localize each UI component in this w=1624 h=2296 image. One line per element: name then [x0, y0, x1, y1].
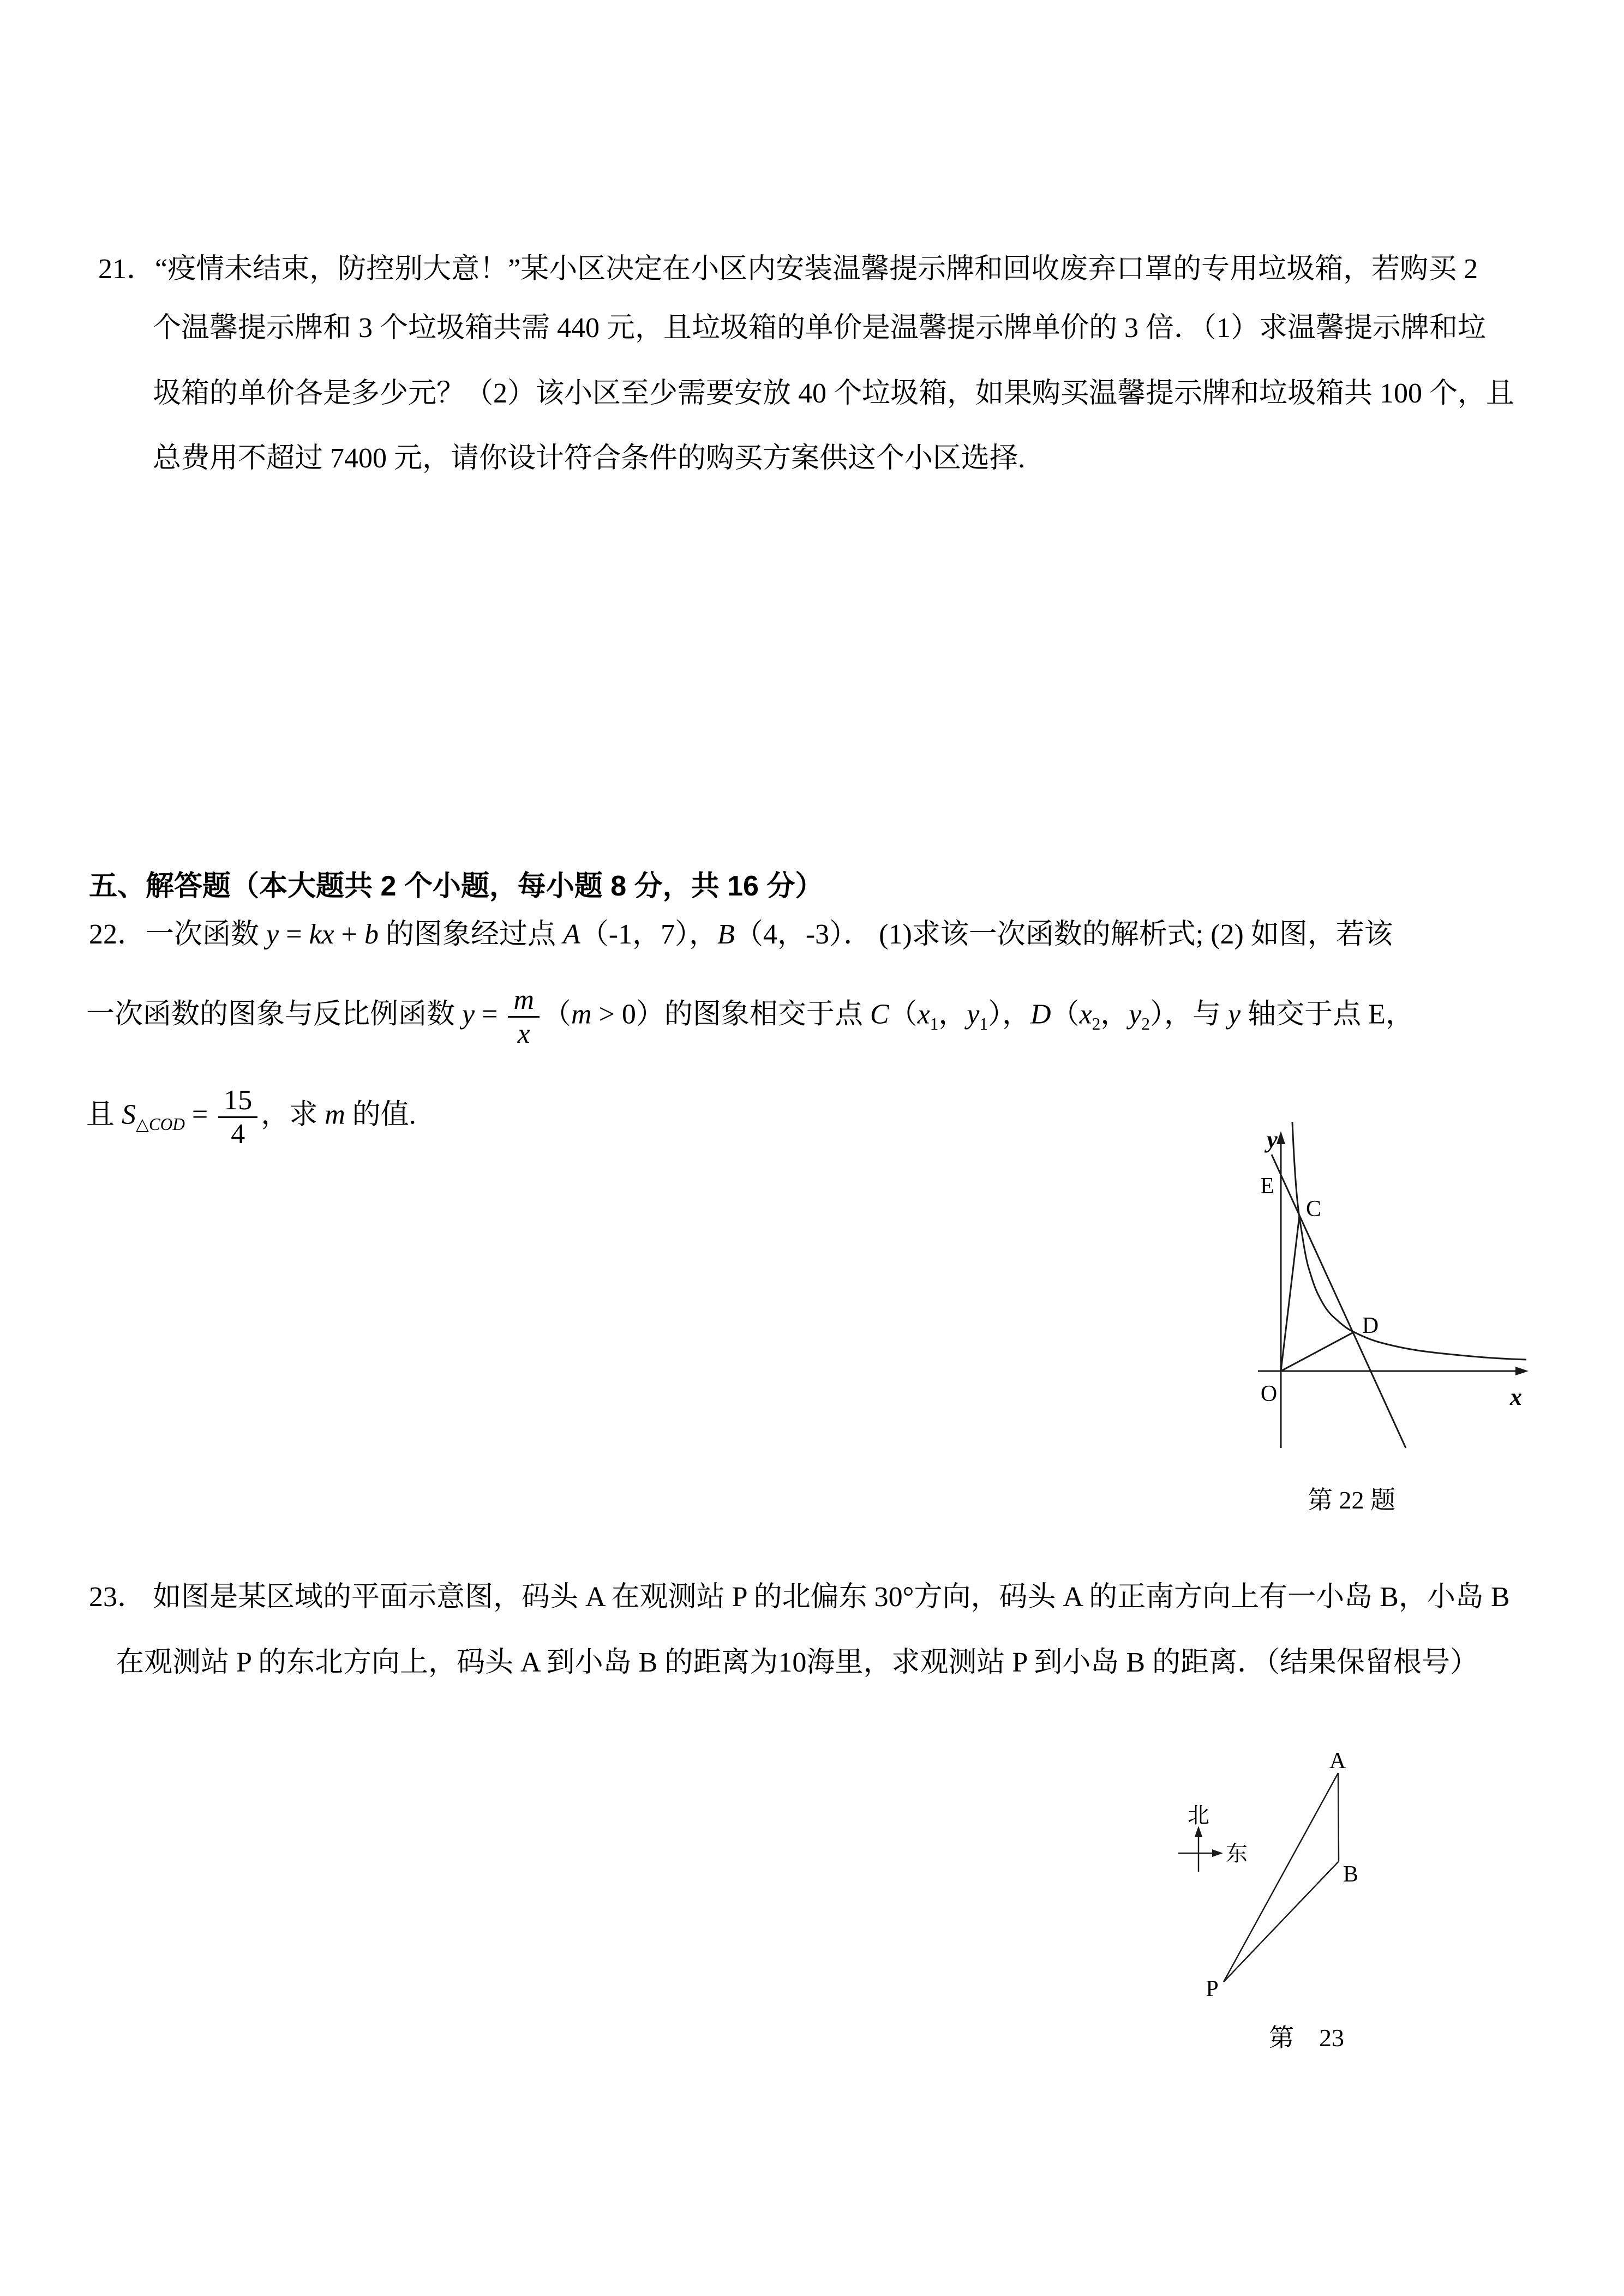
text-segment: 的值. — [345, 1099, 416, 1131]
figure-23-diagram — [1167, 1745, 1386, 2002]
figure-22-caption: 第 22 题 — [1308, 1486, 1395, 1514]
fig23-segment-pa — [1224, 1773, 1338, 1982]
fig23-east-arrowhead — [1212, 1849, 1223, 1857]
figure-22-graph — [1233, 1113, 1538, 1516]
fig23-label-east: 东 — [1226, 1841, 1248, 1866]
text-segment: = — [184, 1099, 215, 1131]
fig22-line-through-ecd — [1272, 1155, 1406, 1448]
text-segment: b — [364, 919, 379, 950]
problem-23-line-1: 23． 如图是某区域的平面示意图，码头 A 在观测站 P 的北偏东 30°方向，码头 A 的正南方向上有一小岛 B，小岛 B — [89, 1582, 1510, 1613]
text-segment: 一次函数的图象与反比例函数 — [86, 999, 463, 1030]
problem-22-line-1 — [89, 911, 1393, 952]
fig22-x-arrowhead — [1515, 1367, 1529, 1375]
text-segment: + — [334, 919, 364, 950]
text-segment: m — [325, 1099, 345, 1131]
fig23-label-B: B — [1343, 1862, 1359, 1887]
text-segment: S — [122, 1099, 136, 1131]
problem-21-line-2: 个温馨提示牌和 3 个垃圾箱共需 440 元，且垃圾箱的单价是温馨提示牌单价的 3 倍．（1）求温馨提示牌和垃 — [153, 312, 1487, 344]
text-segment: ），与 — [1149, 999, 1228, 1030]
text-segment: 的图象经过点 — [378, 919, 563, 950]
text-segment: 22．一次函数 — [89, 919, 267, 950]
problem-22-line-3 — [86, 1085, 416, 1149]
text-segment: = — [279, 919, 309, 950]
subscript: 1 — [979, 1014, 988, 1033]
text-segment: B — [717, 919, 735, 950]
fig23-north-arrowhead — [1195, 1826, 1202, 1837]
text-segment: ）， — [988, 999, 1031, 1030]
text-segment: y — [967, 999, 980, 1030]
text-segment: （ — [543, 999, 572, 1030]
fig22-segment-oc — [1281, 1216, 1299, 1371]
figure-23-caption: 第 23 — [1269, 2024, 1344, 2052]
problem-22-line-2 — [86, 985, 1414, 1049]
fig22-label-D: D — [1362, 1313, 1379, 1338]
text-segment: ，求 — [261, 1099, 325, 1131]
text-segment: y — [462, 999, 475, 1030]
fraction: $\frac{15}{4}$ — [218, 1085, 257, 1149]
problem-21-line-4: 总费用不超过 7400 元，请你设计符合条件的购买方案供这个小区选择. — [153, 443, 1026, 474]
text-segment: D — [1030, 999, 1051, 1030]
text-segment: x — [1079, 999, 1092, 1030]
problem-23-line-2: 在观测站 P 的东北方向上，码头 A 到小岛 B 的距离为10海里，求观测站 P 到小岛 B 的距离．（结果保留根号） — [116, 1647, 1479, 1678]
text-segment: y — [1228, 999, 1241, 1030]
section-5-header: 五、解答题（本大题共 2 个小题，每小题 8 分，共 16 分） — [89, 870, 824, 902]
subscript: 1 — [930, 1014, 939, 1033]
text-segment: y — [266, 919, 279, 950]
fig22-y-arrowhead — [1277, 1131, 1285, 1144]
fig23-label-A: A — [1329, 1748, 1346, 1774]
fig23-segment-ab — [1338, 1773, 1339, 1861]
fig23-segment-pb — [1224, 1861, 1339, 1982]
text-segment: （-1，7）， — [580, 919, 718, 950]
fig22-label-x: x — [1510, 1384, 1522, 1410]
fig22-label-C: C — [1305, 1197, 1322, 1222]
text-segment: > 0）的图象相交于点 — [591, 999, 870, 1030]
text-segment: ， — [1100, 999, 1129, 1030]
subscript: 2 — [1141, 1014, 1150, 1033]
text-segment: m — [571, 999, 592, 1030]
fig23-label-P: P — [1206, 1976, 1219, 2002]
fig22-label-O: O — [1260, 1381, 1278, 1407]
fig22-label-y: y — [1267, 1126, 1278, 1153]
text-segment: 且 — [86, 1099, 122, 1131]
fig22-hyperbola-curve — [1292, 1122, 1526, 1360]
text-segment: x — [917, 999, 930, 1030]
subscript: △COD — [136, 1114, 185, 1134]
text-segment: 轴交于点 E， — [1241, 999, 1414, 1030]
text-segment: （ — [889, 999, 918, 1030]
text-segment: （ — [1051, 999, 1080, 1030]
fig23-label-north: 北 — [1188, 1803, 1209, 1828]
text-segment: A — [562, 919, 580, 950]
text-segment: y — [1129, 999, 1142, 1030]
text-segment: = — [475, 999, 505, 1030]
fraction: $\frac{m}{x}$ — [508, 985, 540, 1049]
problem-21-line-3: 圾箱的单价各是多少元？（2）该小区至少需要安放 40 个垃圾箱，如果购买温馨提示牌和垃圾箱共 100 个，且 — [153, 378, 1515, 409]
text-segment: C — [870, 999, 889, 1030]
problem-21-line-1: 21．“疫情未结束，防控别大意！”某小区决定在小区内安装温馨提示牌和回收废弃口罩的专用垃圾箱，若购买 2 — [98, 254, 1478, 285]
fig22-label-E: E — [1260, 1174, 1274, 1199]
subscript: 2 — [1092, 1014, 1101, 1033]
text-segment: kx — [309, 919, 334, 950]
text-segment: （4，-3）． (1)求该一次函数的解析式; (2) 如图，若该 — [734, 919, 1393, 950]
fig22-segment-od — [1281, 1332, 1353, 1371]
text-segment: ， — [938, 999, 967, 1030]
